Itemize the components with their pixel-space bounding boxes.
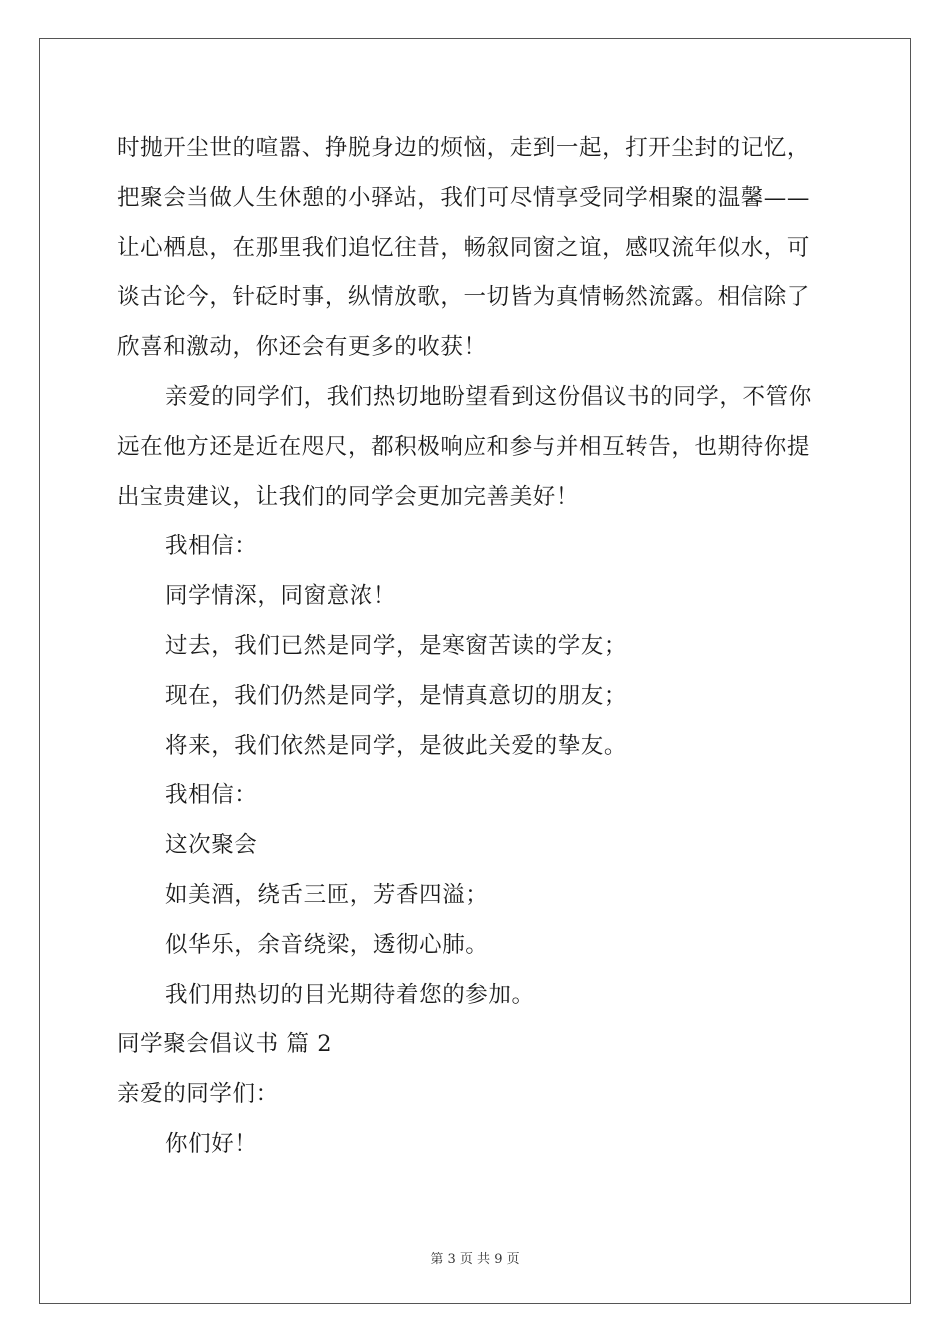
text-line: 同学聚会倡议书 篇 2	[117, 1031, 333, 1058]
paragraph-p1	[117, 124, 837, 373]
text-line: 亲爱的同学们，我们热切地盼望看到这份倡议书的同学，不管你	[165, 383, 812, 410]
paragraph-p3	[117, 522, 837, 572]
text-line: 我们用热切的目光期待着您的参加。	[165, 981, 535, 1008]
paragraph-p13	[117, 1020, 837, 1070]
text-line: 过去，我们已然是同学，是寒窗苦读的学友；	[165, 632, 628, 659]
text-line: 欣喜和激动，你还会有更多的收获！	[117, 334, 487, 361]
paragraph-p15	[117, 1120, 837, 1170]
paragraph-p12	[117, 971, 837, 1021]
text-line: 将来，我们依然是同学，是彼此关爱的挚友。	[165, 732, 628, 759]
text-line: 远在他方还是近在咫尺，都积极响应和参与并相互转告，也期待你提	[117, 433, 811, 460]
text-line: 这次聚会	[165, 832, 258, 859]
text-line: 时抛开尘世的喧嚣、挣脱身边的烦恼，走到一起，打开尘封的记忆，	[117, 135, 811, 161]
text-line: 似华乐，余音绕梁，透彻心肺。	[165, 931, 489, 958]
text-line: 把聚会当做人生休憩的小驿站，我们可尽情享受同学相聚的温馨——	[117, 184, 811, 211]
text-line: 现在，我们仍然是同学，是情真意切的朋友；	[165, 682, 628, 709]
paragraph-p2	[117, 373, 837, 522]
text-line: 同学情深，同窗意浓！	[165, 583, 397, 610]
paragraph-p6	[117, 672, 837, 722]
paragraph-p4	[117, 572, 837, 622]
text-line: 我相信：	[165, 533, 258, 560]
text-line: 亲爱的同学们：	[117, 1081, 279, 1108]
paragraph-p10	[117, 871, 837, 921]
paragraph-p14	[117, 1070, 837, 1120]
text-line: 让心栖息，在那里我们追忆往昔，畅叙同窗之谊，感叹流年似水，可	[117, 234, 811, 261]
paragraph-p9	[117, 821, 837, 871]
document-body	[117, 124, 837, 1170]
paragraph-p8	[117, 771, 837, 821]
paragraph-p7	[117, 722, 837, 772]
text-line: 你们好！	[165, 1130, 258, 1157]
page-footer: 第 3 页 共 9 页	[430, 1252, 520, 1267]
text-line: 我相信：	[165, 782, 258, 809]
paragraph-p11	[117, 921, 837, 971]
text-line: 如美酒，绕舌三匝，芳香四溢；	[165, 881, 489, 908]
paragraph-p5	[117, 622, 837, 672]
text-line: 谈古论今，针砭时事，纵情放歌，一切皆为真情畅然流露。相信除了	[117, 284, 811, 311]
text-line: 出宝贵建议，让我们的同学会更加完善美好！	[117, 483, 580, 510]
